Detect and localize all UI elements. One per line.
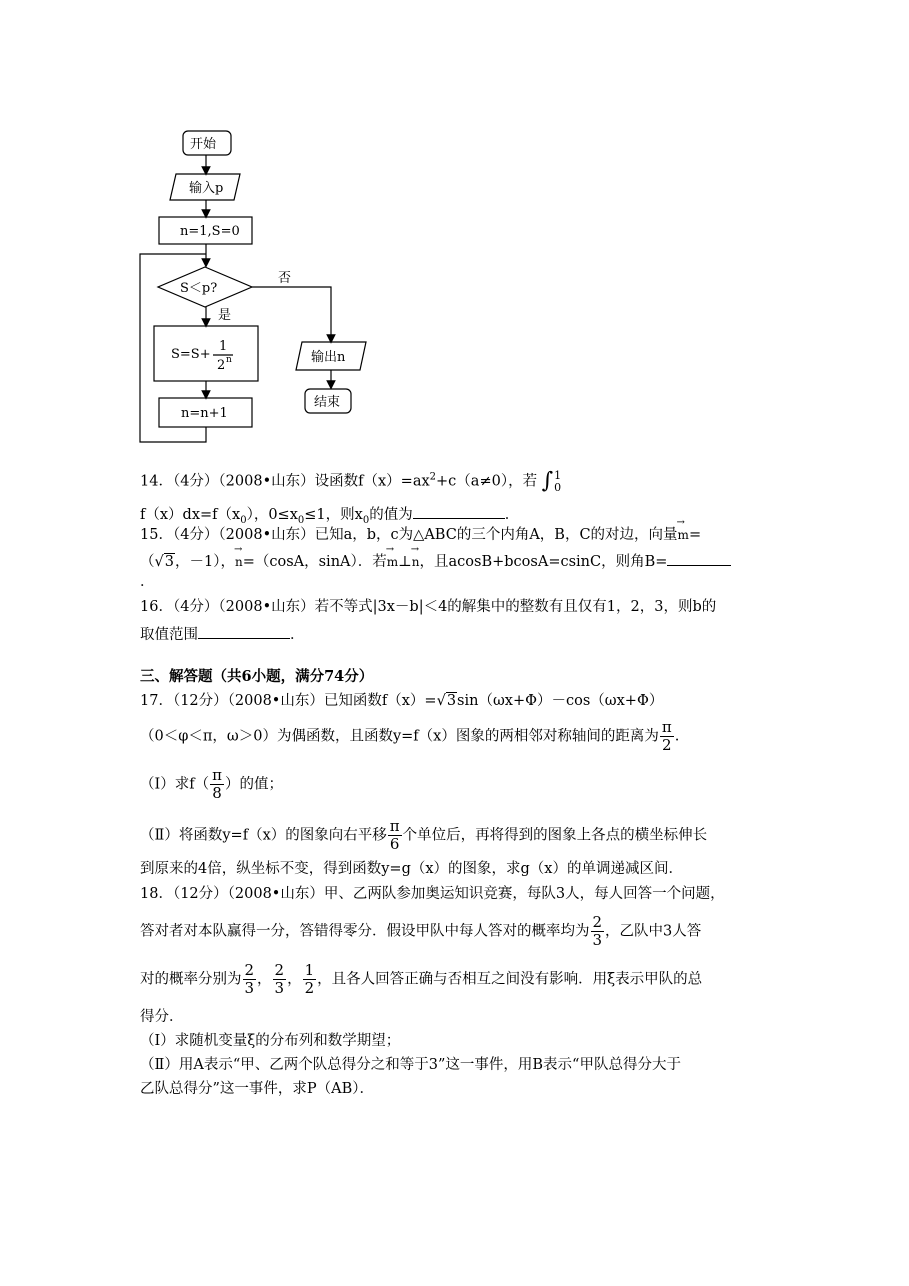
end-label: 结束 [314,395,341,410]
yes-label: 是 [218,308,232,323]
init-label: n=1,S=0 [180,224,240,239]
update-n-label: n=n+1 [181,406,228,421]
section-title: 三、解答题（共6小题，满分74分） [140,668,374,685]
q17-part2-line2: 到原来的4倍，纵坐标不变，得到函数y=g（x）的图象，求g（x）的单调递减区间． [140,861,683,877]
output-label: 输出n [311,350,346,365]
input-label: 输入p [189,181,224,196]
q15-line1: 15．（4分）（2008•山东）已知a，b，c为△ABC的三个内角A，B，C的对边，向量→ m= [140,528,701,543]
integral-limits: 1 0 [554,469,562,494]
q15-line2: （√3，－1），→ n=（cosA，sinA）．若→ m⊥→ n，且acosB+bcosA=csinC，则角B= [140,551,731,570]
integral-symbol: ∫ [541,468,554,494]
q18-part1: （Ⅰ）求随机变量ξ的分布列和数学期望； [140,1033,401,1049]
fraction: $\frac{2}{3}$ [274,961,285,997]
q14-line2: $f(x)dx=f(x_0)$，$0\le x_0\le 1$，则$x_0$的值为 ． [140,504,519,526]
update-s-den: 2 [217,358,226,373]
no-label: 否 [278,271,292,286]
start-label: 开始 [190,137,217,152]
q17-part2-line1: （Ⅱ）将函数y=f（x）的图象向右平移 $\frac{\pi}{6}$ 个单位后，再将得到的图象上各点的横坐标伸长 [140,817,708,853]
fraction: $\frac{2}{3}$ [244,961,255,997]
fraction: $\frac{\pi}{6}$ [389,817,400,853]
q18-part2-line1: （Ⅱ）用A表示“甲、乙两个队总得分之和等于3”这一事件，用B表示“甲队总得分大于 [140,1057,681,1073]
answer-blank[interactable] [667,551,731,566]
q18-line4: 得分． [140,1009,184,1025]
q16-line1: 16．（4分）（2008•山东）若不等式|3x－b|＜4的解集中的整数有且仅有1，2，3，则b的 [140,599,717,615]
condition-label: S＜p? [180,281,218,296]
fraction: $\frac{1}{2}$ [304,961,315,997]
q17-line2: （0＜φ＜π，ω＞0）为偶函数，且函数y=f（x）图象的两相邻对称轴间的距离为 $\frac{\pi}{2}$ . [140,718,680,754]
flowchart [0,0,909,460]
update-s-num: 1 [219,339,228,354]
q18-line3: 对的概率分别为 $\frac{2}{3}$ ， $\frac{2}{3}$ ， $\frac{1}{2}$ ，且各人回答正确与否相互之间没有影响．用ξ表示甲队的总 [140,961,703,997]
answer-blank[interactable] [198,624,290,639]
fraction: $\frac{2}{3}$ [592,913,603,949]
q16-line2: 取值范围 ． [140,624,305,643]
fraction: $\frac{\pi}{2}$ [661,718,672,754]
q18-part2-line2: 乙队总得分”这一事件，求P（AB）． [140,1081,375,1097]
update-s-exp: n [226,355,232,365]
fraction: $\frac{\pi}{8}$ [212,766,222,802]
q17-line1: 17．（12分）（2008•山东）已知函数f（x）=√3sin（ωx+Φ）－cos（ωx+Φ） [140,693,664,709]
answer-blank[interactable] [413,504,505,519]
q14-line1: 14．（4分）（2008•山东）设函数$f(x)=ax^2+c(a\ne 0)$，若 ∫ 1 0 [140,468,562,494]
q18-line1: 18．（12分）（2008•山东）甲、乙两队参加奥运知识竞赛，每队3人，每人回答一个问题， [140,886,725,902]
q18-line2: 答对者对本队赢得一分，答错得零分．假设甲队中每人答对的概率均为 $\frac{2}{3}$ ，乙队中3人答 [140,913,702,949]
q15-line3: ． [140,574,155,590]
q17-part1: （Ⅰ）求f（ $\frac{\pi}{8}$ ）的值； [140,766,283,802]
update-s-label: S=S+ [171,347,211,362]
